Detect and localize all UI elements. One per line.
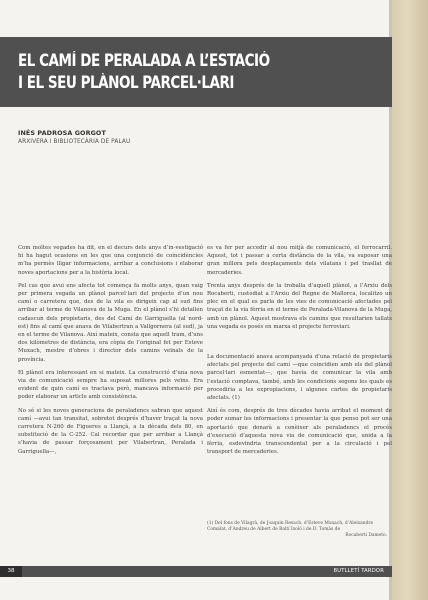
publication-label: BUTLLETÍ TARDOR [333,568,384,574]
paragraph: Trenta anys després de la troballa d’aquell plànol, a l’Arxiu dels Rocaberti, custodiat a l’Arxiu del Regne de Mallorca, localitzo un plec en el qual es parla de les vies de comunicació afectades pel traçat de la via fèrria en el terme de Peralada-Vilanova de la Muga, amb un plànol. Aquest mostrava els camins que resultarien tallats una vegada es posés en marxa el projecte ferroviari. [207,282,392,330]
background-parchment-strip [392,0,428,600]
paragraph: es va fer per accedir al nou mitjà de comunicació, el ferrocarril. Aquest, tot i passar a certa distància de la vila, va suposar una gran millora pels desplaçaments dels vilatans i pel trasllat de mercaderies. [207,245,392,276]
left-text-column [18,244,203,461]
paragraph: El plànol era interessant en si mateix. La construcció d’una nova via de comunicació sempre ha suposat millores pels veïns. Era evident de quin camí es tractava però, mancava informació per poder elaborar un article amb consistència. [18,369,203,401]
paragraph: Com moltes vegades ha dit, en el decurs dels anys d’in-vestigació hi ha hagut ocasions en les que una conjunció de coincidències m’ha permès lligar informacions, arribar a conclusions i elaborar noves aportacions per a la història local. [18,245,203,276]
footnote [207,521,387,540]
footnote-line: (1) Del fons de Vilagrà, de Joaquin Resach, d’Esteve Muxach, d’Aleixandre Comalat, d’Andreu de Albert de Baltí Ixoló i de D. Tomàs de [207,521,374,533]
footnote-line: Rocaberti Dameto. [345,533,387,539]
author-name: INÉS PADROSA GORGOT [18,129,106,137]
title-band [0,37,392,107]
paragraph: La documentació anava acompanyada d’una relació de propietaris afectats pel projecte del camí —que coincidien amb els del plànol parcel·lari esmentat—, que havia de comunicar la vila amb l’estació comptava, també, amb les condicions segons les quals es procediria a les expropiacions, i algunes cartes de propietaris afectats. (1) [207,354,392,402]
author-affiliation: ARXIVERA I BIBLIOTECÀRIA DE PALAU [18,139,131,145]
page-number: 38 [0,566,22,577]
paragraph: No sé si les noves generacions de peraladencs sabran que aquest camí —avui tan transitat, sobretot després d’haver traçat la nova carretera N-260 de Figueres a Llançà, a la dècada dels 80, en substitució de la C-252. Cal recordar que per arribar a Llançà s’havia de passar forçosament per Vilabertran, Peralada i Garriguella—, [18,407,203,455]
right-text-column [207,244,392,461]
article-title-line-2: I EL SEU PLÀNOL PARCEL·LARI [18,73,234,92]
article-title-line-1: EL CAMÍ DE PERALADA A L’ESTACIÓ [18,51,270,70]
paragraph: Així és com, després de tres dècades havia arribat el moment de poder sumar les informacions i presentar la que penso pot ser una aportació que donarà a conèixer als peraladencs el procés d’execució d’aquesta nova via de comunicació que, unida a la fèrria, esdevindria transcendental per a la circulació i pel transport de mercaderies. [207,408,392,456]
paragraph: Pel cas que avui ens afecta tot comença fa molts anys, quan vaig per primera vegada un plànol parcel·lari del projecte d’un nou camí o carretera que, des de la vila es dirigeix cap al sud fins arribar al terme de Vilanova de la Muga. En el plànol s’hi detallen cadascun dels propietaris, des del Camí de Garriguella (al nord-est) fins al camí que anava de Vilabertran a Vallgornera (al sud), ja en el terme de Vilanova. Així mateix, consta que aquell tram, d’uns dos kilòmetres de distància, era còpia de l’original fet per Esteve Muxach, mestre d’obres i director dels camins veïnals de la província. [18,282,203,363]
